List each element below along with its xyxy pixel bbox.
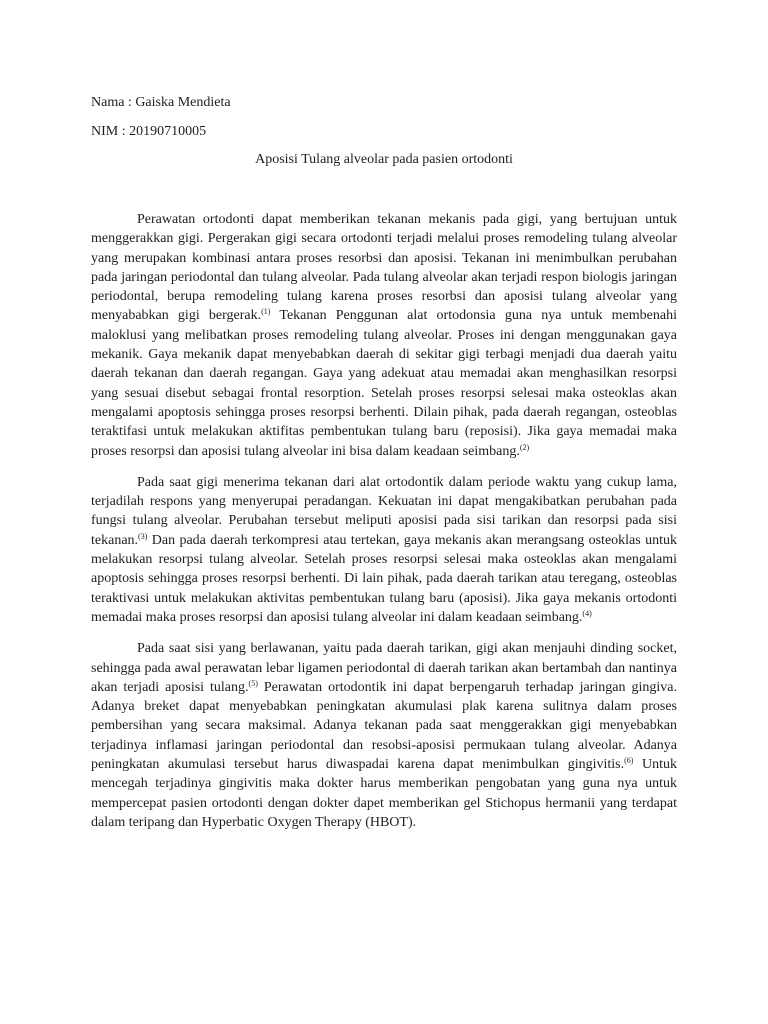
paragraph-1 xyxy=(91,210,677,461)
paragraph-text: Untuk mencegah terjadinya gingivitis maka dokter harus memberikan pengobatan yang guna nya untuk mempercepat pasien ortodonti dengan dokter dapet memberikan gel Stichopus hermanii yang terdapat dalam teripang dan Hyperbatic Oxygen Therapy (HBOT). xyxy=(91,757,678,830)
name-line: Nama : Gaiska Mendieta xyxy=(91,95,231,110)
paragraph-3 xyxy=(91,639,677,832)
citation-marker: (4) xyxy=(582,608,592,618)
document-title: Aposisi Tulang alveolar pada pasien ortodonti xyxy=(255,152,513,167)
citation-marker: (3) xyxy=(138,531,148,541)
citation-marker: (5) xyxy=(248,678,258,688)
paragraph-text: Tekanan Penggunan alat ortodonsia guna nya untuk membenahi maloklusi yang melibatkan proses remodeling tulang alveolar. Proses ini dengan menggunakan gaya mekanik. Gaya mekanik dapat menyebabkan daerah di sekitar gigi terbagi menjadi dua daerah yaitu daerah tekanan dan daerah regangan. Gaya yang adekuat atau memadai akan menghasilkan resorpsi yang sesuai disebut sebagai frontal resorption. Setelah proses resorpsi selesai maka osteoklas akan mengalami apoptosis sehingga proses resorpsi berhenti. Dilain pihak, pada daerah regangan, osteoblas teraktifasi untuk melakukan aktifitas pembentukan tulang baru (reposisi). Jika gaya memadai maka proses resorpsi dan aposisi tulang alveolar ini bisa dalam keadaan seimbang.$^{(2)}$ xyxy=(91,308,677,459)
citation-marker: (1) xyxy=(261,307,271,317)
paragraph-text: Perawatan ortodontik ini dapat berpengaruh terhadap jaringan gingiva. Adanya breket dapat menyebabkan peningkatan akumulasi plak karena sulitnya dalam proses pembersihan yang secara maksimal. Adanya tekanan pada saat menggerakkan gigi menyebabkan terjadinya inflamasi jaringan periodontal dan resobsi-aposisi permukaan tulang alveolar. Adanya peningkatan akumulasi tersebut harus diwaspadai karena dapat menimbulkan gingivitis.$^{(6)}$ xyxy=(91,679,677,773)
citation-marker: (2) xyxy=(519,442,530,452)
citation-marker: (6) xyxy=(624,756,634,766)
paragraph-text: Pada saat gigi menerima tekanan dari alat ortodontik dalam periode waktu yang cukup lama, terjadilah respons yang menyerupai peradangan. Kekuatan ini dapat mengakibatkan perubahan pada fungsi tulang alveolar. Perubahan tersebut meliputi aposisi pada sisi tarikan dan resorpsi pada sisi tekanan.$^{(3)}$ xyxy=(91,474,677,548)
paragraph-text: Perawatan ortodonti dapat memberikan tekanan mekanis pada gigi, yang bertujuan untuk menggerakkan gigi. Pergerakan gigi secara ortodonti terjadi melalui proses remodeling tulang alveolar yang merupakan kombinasi antara proses resorbsi dan aposisi. Tekanan ini menimbulkan perubahan pada jaringan periodontal dan tulang alveolar. Pada tulang alveolar akan terjadi respon biologis jaringan periodontal, berupa remodeling tulang karena proses resorbsi dan aposisi tulang alveolar yang menyababkan gigi bergerak.$^{(1)}$ xyxy=(91,212,677,324)
nim-line: NIM : 20190710005 xyxy=(91,124,207,139)
body-text xyxy=(91,210,677,844)
paragraph-text: Dan pada daerah terkompresi atau tertekan, gaya mekanis akan merangsang osteoklas untuk melakukan resorpsi tulang alveolar. Setelah proses resorpsi selesai maka osteoklas akan mengalami apoptosis sehingga proses resorpsi berhenti. Di lain pihak, pada daerah tarikan atau teregang, osteoblas teraktivasi untuk melakukan aktivitas pembentukan tulang baru (aposisi). Jika gaya mekanis ortodonti memadai maka proses resorpsi dan aposisi tulang alveolar ini dalam keadaan seimbang.$^{(4)}$ xyxy=(91,532,677,625)
paragraph-text: Pada saat sisi yang berlawanan, yaitu pada daerah tarikan, gigi akan menjauhi dinding socket, sehingga pada awal perawatan lebar ligamen periodontal di daerah tarikan akan bertambah dan nantinya akan terjadi aposisi tulang.$^{(5)}$ xyxy=(91,641,677,695)
paragraph-2 xyxy=(91,473,677,627)
